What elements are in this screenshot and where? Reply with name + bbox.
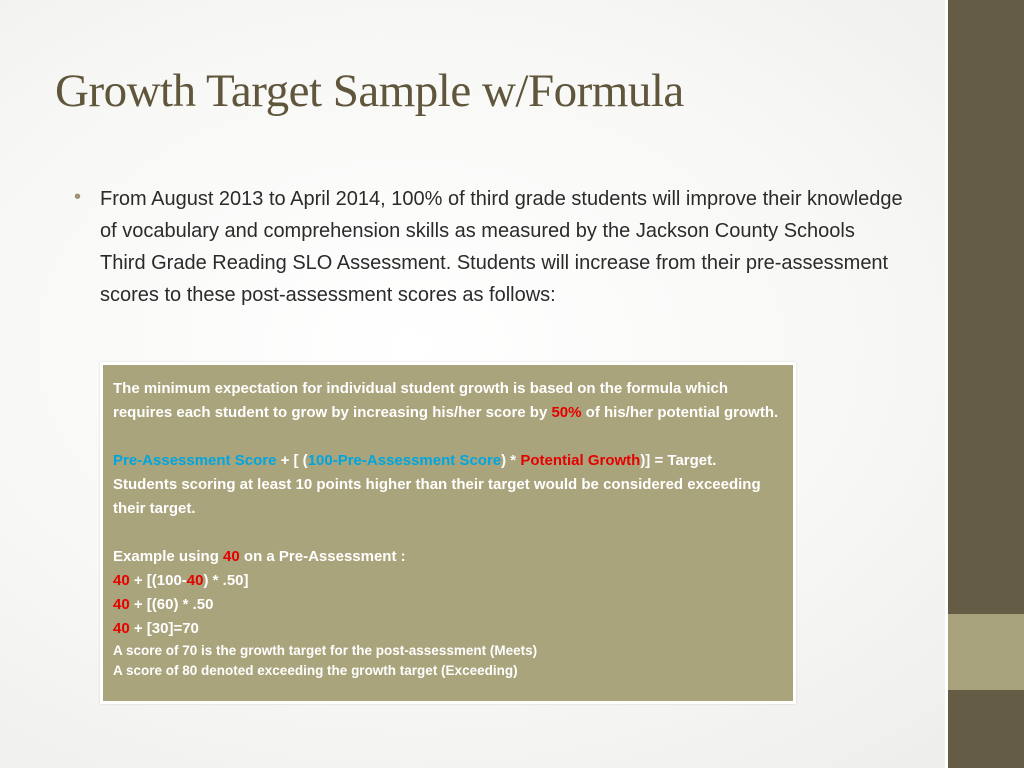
step2-value: 40 xyxy=(113,596,130,613)
example-heading xyxy=(113,545,783,569)
formula-box xyxy=(100,362,796,704)
formula-term: 100-Pre-Assessment Score xyxy=(307,452,502,469)
expectation-text: The minimum expectation for individual student growth is based on the formula which requires each student to grow by increasing his/her score by xyxy=(113,380,729,421)
formula-potential-growth: Potential Growth xyxy=(520,452,641,469)
formula-tail: )] = Target. Students scoring at least 10 points higher than their target would be considered exceeding their target. xyxy=(113,452,761,517)
formula-multiply: ) * xyxy=(501,452,521,469)
step3-value: 40 xyxy=(113,620,130,637)
sidebar-accent-block xyxy=(948,614,1024,690)
slide-title: Growth Target Sample w/Formula xyxy=(55,65,684,117)
note-exceeding: A score of 80 denoted exceeding the growth target (Exceeding) xyxy=(113,663,518,678)
formula-paragraph xyxy=(113,449,783,521)
note-meets: A score of 70 is the growth target for the post-assessment (Meets) xyxy=(113,643,538,658)
bullet-list xyxy=(74,183,904,311)
growth-percent: 50% xyxy=(551,404,582,421)
step1-tail: ) * .50] xyxy=(203,572,249,589)
bullet-text: From August 2013 to April 2014, 100% of third grade students will improve their knowledge of vocabulary and comprehension skills as measured by the Jackson County Schools Third Grade Reading SLO Assessment. Students will increase from their pre-assessment scores to these post-assessment scores as follows: xyxy=(100,188,903,306)
example-label: Example using xyxy=(113,548,224,565)
example-step-1 xyxy=(113,569,783,593)
example-step-3 xyxy=(113,617,783,641)
step1-inner-value: 40 xyxy=(186,572,204,589)
step1-value: 40 xyxy=(113,572,130,589)
example-value: 40 xyxy=(223,548,240,565)
formula-box-content xyxy=(103,365,793,701)
step1-expr: + [(100- xyxy=(129,572,187,589)
growth-expectation-paragraph xyxy=(113,377,783,425)
example-tail: on a Pre-Assessment : xyxy=(239,548,406,565)
formula-plus: + [ ( xyxy=(276,452,308,469)
example-step-2 xyxy=(113,593,783,617)
step2-expr: + [(60) * .50 xyxy=(129,596,214,613)
expectation-tail: of his/her potential growth. xyxy=(581,404,779,421)
bullet-dot-icon: • xyxy=(74,186,82,208)
step3-expr: + [30]=70 xyxy=(129,620,199,637)
formula-pre-assessment: Pre-Assessment Score xyxy=(113,452,277,469)
